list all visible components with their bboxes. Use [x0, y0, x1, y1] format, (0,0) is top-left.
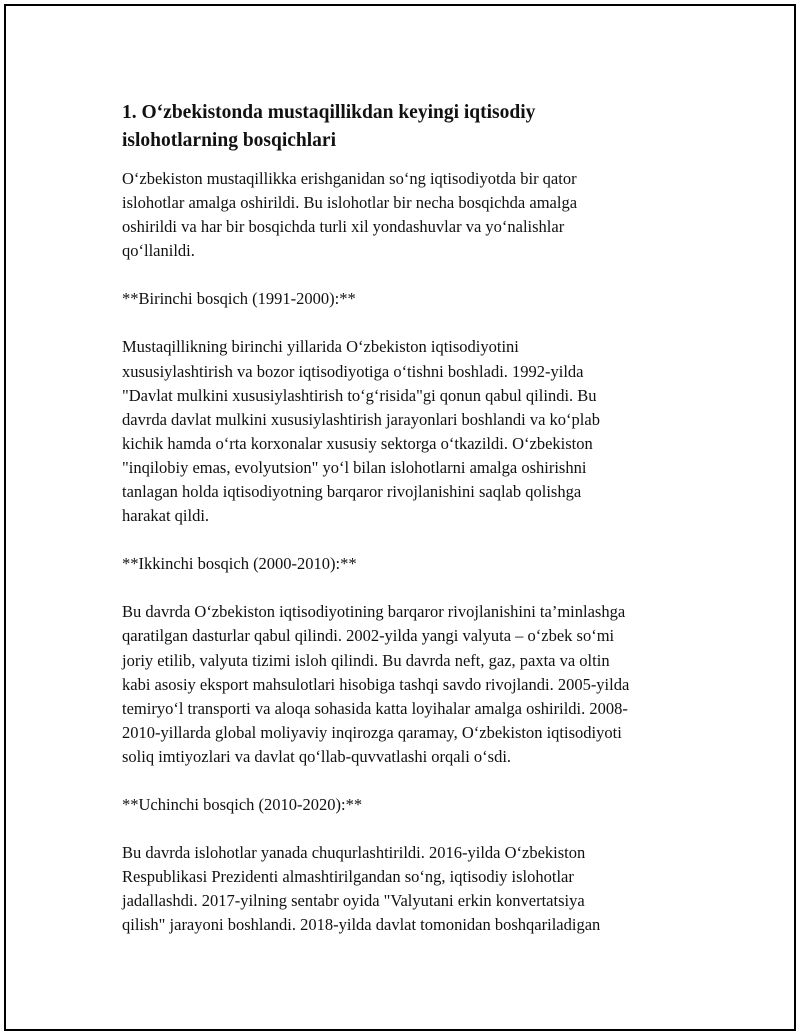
stage-3-paragraph: [122, 841, 692, 937]
title-line: islohotlarning bosqichlari: [122, 129, 337, 151]
text-line: **Ikkinchi bosqich (2000-2010):**: [122, 554, 357, 574]
text-line: xususiylashtirish va bozor iqtisodiyotiga o‘tishni boshladi. 1992-yilda: [122, 361, 584, 381]
stage-2-heading: [122, 552, 692, 576]
text-line: Mustaqillikning birinchi yillarida O‘zbekiston iqtisodiyotini: [122, 337, 519, 357]
text-line: kabi asosiy eksport mahsulotlari hisobiga tashqi savdo rivojlandi. 2005-yilda: [122, 674, 630, 694]
stage-1-paragraph: [122, 335, 692, 528]
text-line: islohotlar amalga oshirildi. Bu islohotlar bir necha bosqichda amalga: [122, 193, 578, 213]
page-frame: [4, 4, 796, 1031]
text-line: O‘zbekiston mustaqillikka erishganidan so‘ng iqtisodiyotda bir qator: [122, 169, 577, 188]
text-line: joriy etilib, valyuta tizimi isloh qilindi. Bu davrda neft, gaz, paxta va oltin: [122, 650, 610, 670]
title-line: 1. O‘zbekistonda mustaqillikdan keyingi iqtisodiy: [122, 102, 536, 123]
intro-paragraph: [122, 167, 692, 263]
text-line: 2010-yillarda global moliyaviy inqirozga qaramay, O‘zbekiston iqtisodiyoti: [122, 722, 622, 742]
section-title: [122, 99, 692, 154]
document-body: [122, 99, 692, 961]
text-line: qilish" jarayoni boshlandi. 2018-yilda davlat tomonidan boshqariladigan: [122, 915, 601, 935]
text-line: temiryo‘l transporti va aloqa sohasida katta loyihalar amalga oshirildi. 2008-: [122, 698, 628, 718]
text-line: qaratilgan dasturlar qabul qilindi. 2002-yilda yangi valyuta – o‘zbek so‘mi: [122, 626, 615, 646]
text-line: soliq imtiyozlari va davlat qo‘llab-quvvatlashi orqali o‘sdi.: [122, 746, 512, 766]
text-line: "inqilobiy emas, evolyutsion" yo‘l bilan islohotlarni amalga oshirishni: [122, 457, 587, 477]
text-line: Respublikasi Prezidenti almashtirilgandan so‘ng, iqtisodiy islohotlar: [122, 867, 574, 887]
text-line: **Birinchi bosqich (1991-2000):**: [122, 289, 356, 309]
text-line: **Uchinchi bosqich (2010-2020):**: [122, 794, 363, 814]
text-line: tanlagan holda iqtisodiyotning barqaror rivojlanishini saqlab qolishga: [122, 482, 582, 502]
text-line: davrda davlat mulkini xususiylashtirish jarayonlari boshlandi va ko‘plab: [122, 409, 600, 429]
stage-3-heading: [122, 793, 692, 817]
text-line: harakat qildi.: [122, 506, 210, 526]
stage-2-paragraph: [122, 600, 692, 769]
stage-1-heading: [122, 287, 692, 311]
text-line: jadallashdi. 2017-yilning sentabr oyida "Valyutani erkin konvertatsiya: [122, 891, 585, 911]
text-line: kichik hamda o‘rta korxonalar xususiy sektorga o‘tkazildi. O‘zbekiston: [122, 433, 593, 453]
text-line: "Davlat mulkini xususiylashtirish to‘g‘risida"gi qonun qabul qilindi. Bu: [122, 385, 597, 405]
text-line: Bu davrda islohotlar yanada chuqurlashtirildi. 2016-yilda O‘zbekiston: [122, 843, 586, 863]
text-line: Bu davrda O‘zbekiston iqtisodiyotining barqaror rivojlanishini ta’minlashga: [122, 602, 626, 622]
text-line: qo‘llanildi.: [122, 241, 195, 261]
text-line: oshirildi va har bir bosqichda turli xil yondashuvlar va yo‘nalishlar: [122, 217, 565, 237]
